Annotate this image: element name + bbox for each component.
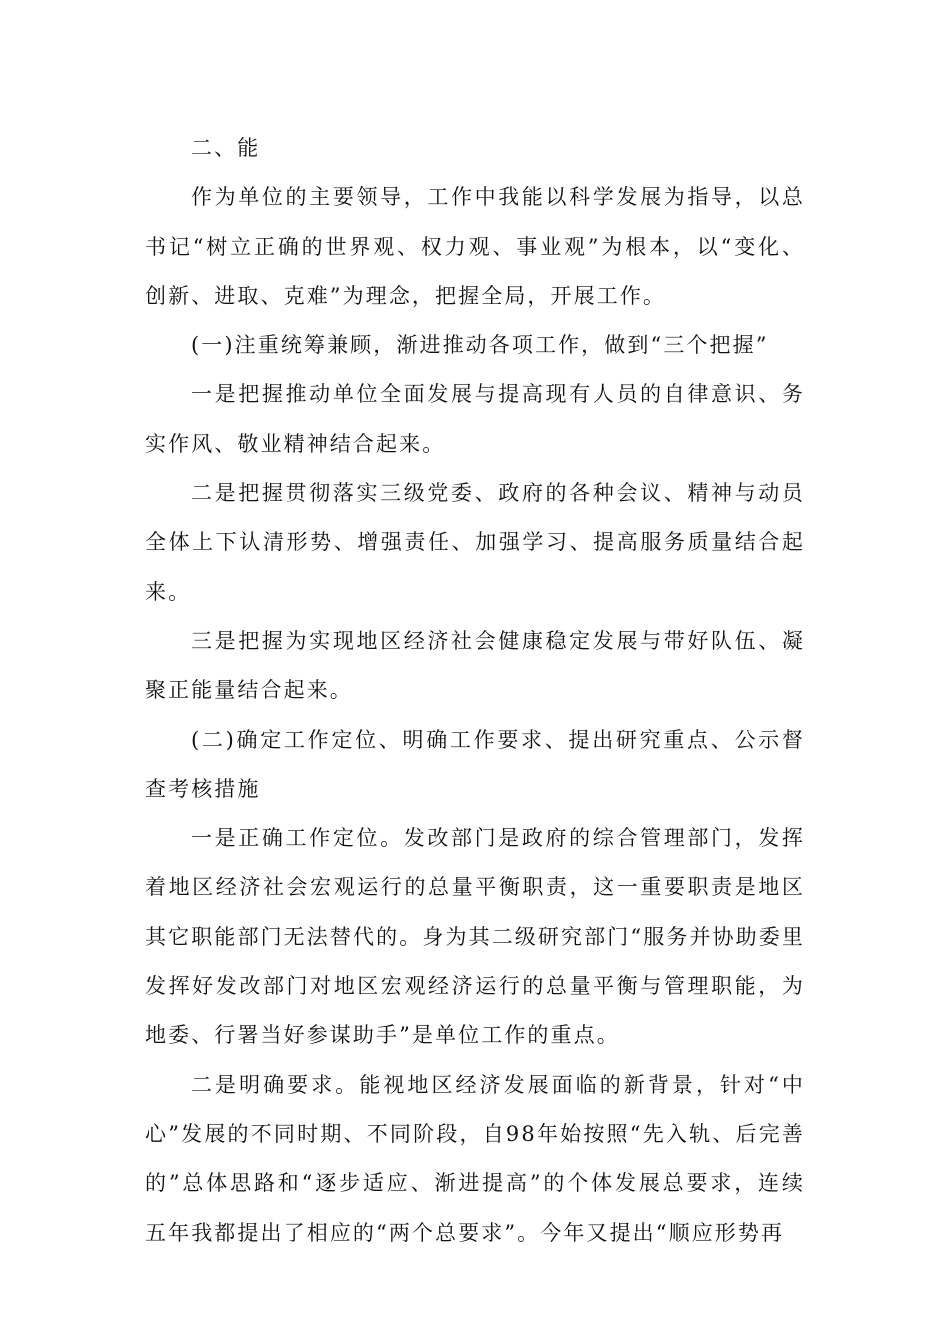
document-body <box>145 124 805 1258</box>
subsection-heading: (一)注重统筹兼顾，渐进推动各项工作，做到“三个把握” <box>191 333 769 358</box>
subsection-heading: (二)确定工作定位、明确工作要求、提出研究重点、公示督查考核措施 <box>145 727 805 801</box>
body-paragraph: 一是正确工作定位。发改部门是政府的综合管理部门，发挥着地区经济社会宏观运行的总量平衡职责，这一重要职责是地区其它职能部门无法替代的。身为其二级研究部门“服务并协助委里发挥好发改部门对地区宏观经济运行的总量平衡与管理职能，为地委、行署当好参谋助手”是单位工作的重点。 <box>145 826 805 1048</box>
body-paragraph: 三是把握为实现地区经济社会健康稳定发展与带好队伍、凝聚正能量结合起来。 <box>145 628 805 703</box>
body-paragraph: 二是把握贯彻落实三级党委、政府的各种会议、精神与动员全体上下认清形势、增强责任、加强学习、提高服务质量结合起来。 <box>145 481 805 604</box>
section-heading: 二、能 <box>191 136 261 160</box>
body-paragraph: 作为单位的主要领导，工作中我能以科学发展为指导，以总书记“树立正确的世界观、权力观、事业观”为根本，以“变化、创新、进取、克难”为理念，把握全局，开展工作。 <box>145 185 805 308</box>
body-paragraph: 二是明确要求。能视地区经济发展面临的新背景，针对“中心”发展的不同时期、不同阶段，自98年始按照“先入轨、后完善的”总体思路和“逐步适应、渐进提高”的个体发展总要求，连续五年我都提出了相应的“两个总要求”。今年又提出“顺应形势再 <box>145 1072 805 1245</box>
body-paragraph: 一是把握推动单位全面发展与提高现有人员的自律意识、务实作风、敬业精神结合起来。 <box>145 382 805 456</box>
